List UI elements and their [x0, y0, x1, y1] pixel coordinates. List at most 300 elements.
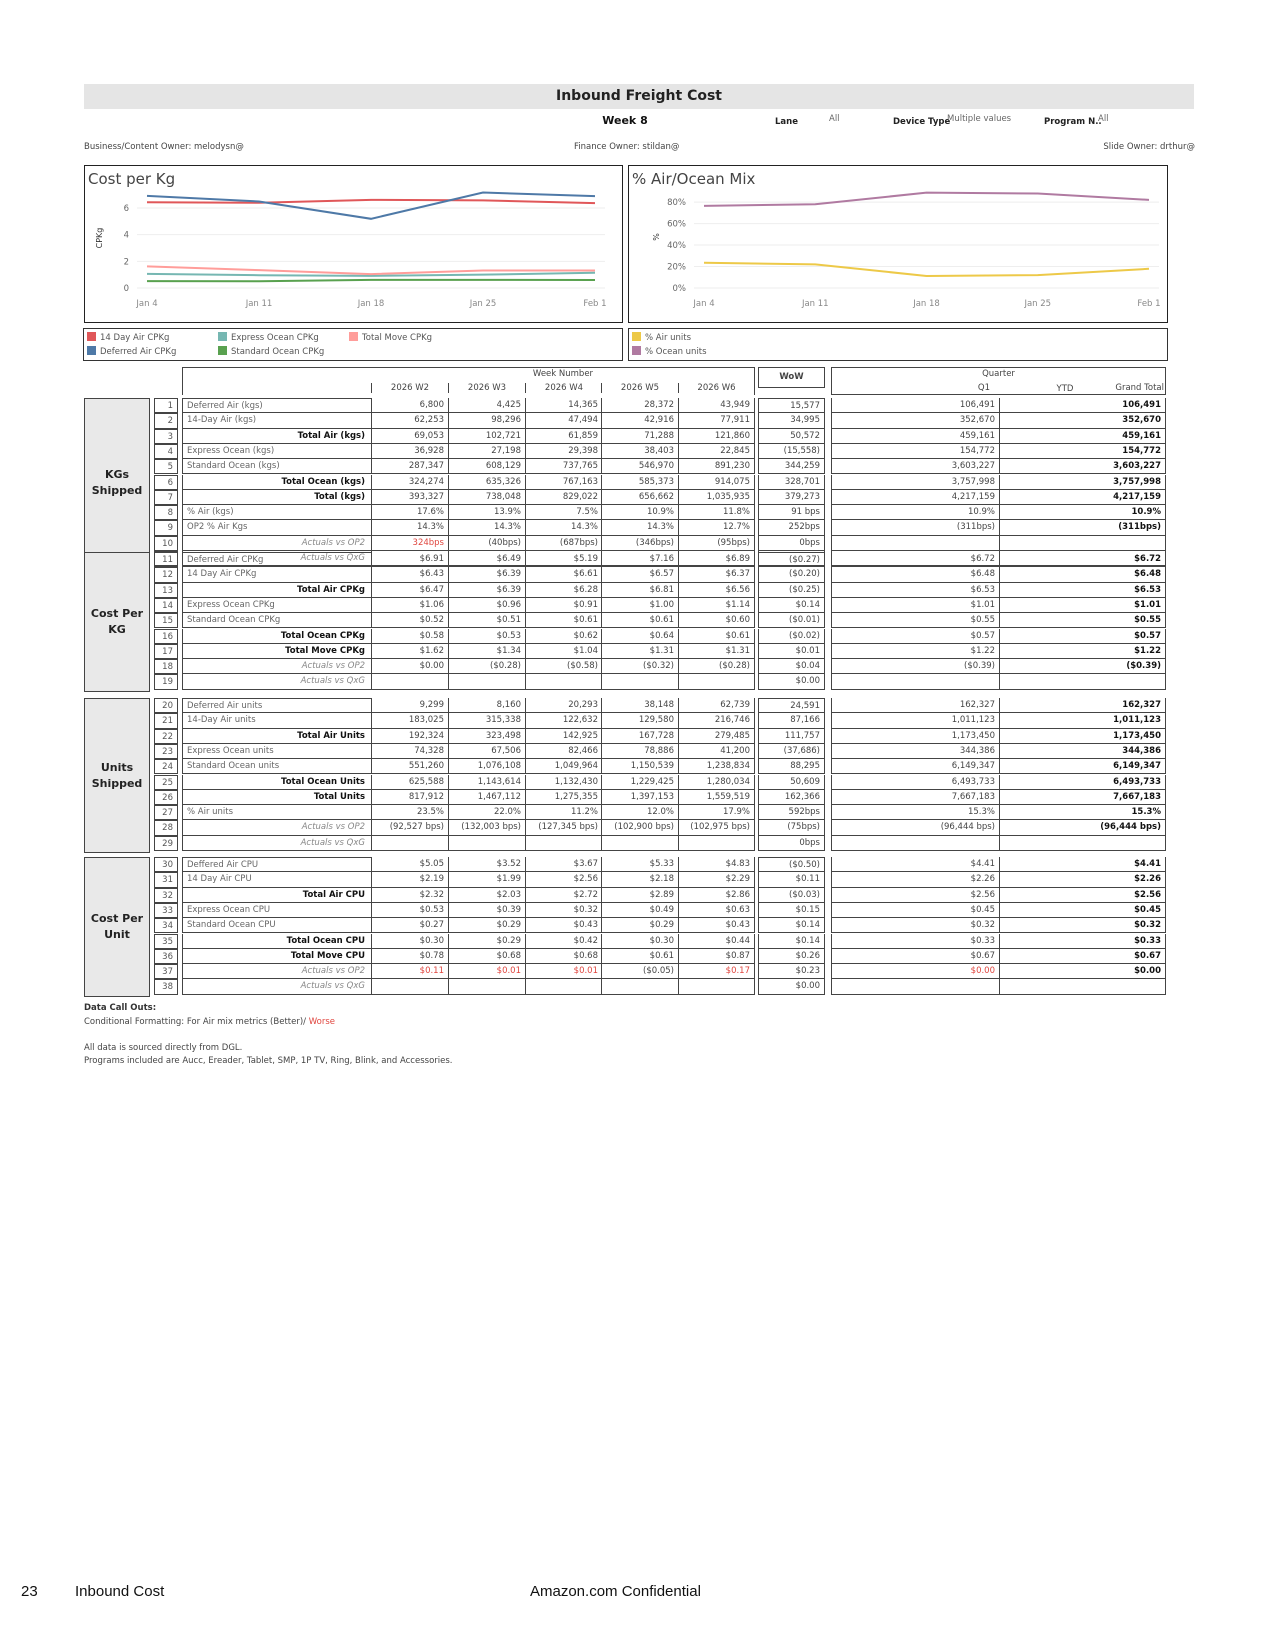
q1-value-cell: $0.67 — [831, 949, 999, 964]
week-value-cell: 817,912 — [371, 790, 448, 805]
row-number: 21 — [154, 713, 178, 728]
wow-value-cell: $0.01 — [758, 644, 825, 659]
week-value-cell: $0.17 — [678, 964, 755, 979]
y-tick-label: 20% — [667, 262, 686, 273]
week-value-cell: $0.68 — [448, 949, 525, 964]
grand-total-value-cell: 3,603,227 — [999, 459, 1166, 474]
row-number: 4 — [154, 444, 178, 459]
week-value-cell: $2.18 — [601, 872, 678, 887]
wow-value-cell: ($0.02) — [758, 629, 825, 644]
grand-total-value-cell: 162,327 — [999, 698, 1166, 713]
x-tick-label: Jan 4 — [693, 299, 715, 309]
row-number: 1 — [154, 398, 178, 413]
week-value-cell — [448, 836, 525, 851]
week-value-cell: 4,425 — [448, 398, 525, 413]
wow-value-cell: 379,273 — [758, 490, 825, 505]
week-value-cell: 6,800 — [371, 398, 448, 413]
row-label: Actuals vs OP2 — [182, 820, 371, 835]
row-label: Express Ocean CPKg — [182, 598, 371, 613]
y-tick-label: 60% — [667, 219, 686, 230]
week-value-cell — [371, 979, 448, 994]
week-value-cell: 78,886 — [601, 744, 678, 759]
row-label: 14-Day Air units — [182, 713, 371, 728]
week-value-cell: $0.53 — [371, 903, 448, 918]
q1-value-cell: 459,161 — [831, 429, 999, 444]
week-value-cell: (92,527 bps) — [371, 820, 448, 835]
week-value-cell: $4.83 — [678, 857, 755, 872]
row-number: 33 — [154, 903, 178, 918]
filter-device-type-value[interactable]: Multiple values — [947, 114, 1012, 124]
week-value-cell: 12.7% — [678, 520, 755, 535]
week-value-cell — [371, 674, 448, 689]
wow-value-cell: $0.23 — [758, 964, 825, 979]
week-number-header: Week Number — [532, 369, 594, 379]
grand-total-value-cell: $0.45 — [999, 903, 1166, 918]
grand-total-value-cell: 7,667,183 — [999, 790, 1166, 805]
legend-label: % Air units — [645, 333, 692, 343]
week-value-cell: 28,372 — [601, 398, 678, 413]
week-value-cell: 12.0% — [601, 805, 678, 820]
row-label: Total Air CPKg — [182, 583, 371, 598]
week-value-cell: $0.01 — [525, 964, 602, 979]
week-value-cell: 20,293 — [525, 698, 602, 713]
grand-total-value-cell: $0.33 — [999, 934, 1166, 949]
row-number: 20 — [154, 698, 178, 713]
row-number: 13 — [154, 583, 178, 598]
wow-value-cell: 88,295 — [758, 759, 825, 774]
legend-item[interactable] — [218, 332, 319, 343]
y-axis-label: % — [652, 233, 661, 241]
filter-program-value[interactable]: All — [1098, 114, 1109, 124]
row-number: 2 — [154, 413, 178, 428]
legend-item[interactable] — [632, 332, 691, 343]
week-value-cell: 635,326 — [448, 475, 525, 490]
legend-item[interactable] — [349, 332, 432, 343]
wow-value-cell: (37,686) — [758, 744, 825, 759]
grand-total-value-cell: $0.55 — [999, 613, 1166, 628]
row-number: 23 — [154, 744, 178, 759]
q1-value-cell: $1.22 — [831, 644, 999, 659]
row-label: Total Air (kgs) — [182, 429, 371, 444]
week-value-cell: (132,003 bps) — [448, 820, 525, 835]
week-value-cell: 22,845 — [678, 444, 755, 459]
week-value-cell: 42,916 — [601, 413, 678, 428]
row-number: 28 — [154, 820, 178, 835]
week-value-cell: 82,466 — [525, 744, 602, 759]
row-number: 8 — [154, 505, 178, 520]
week-value-cell: 585,373 — [601, 475, 678, 490]
row-number: 6 — [154, 475, 178, 490]
week-value-cell: ($0.58) — [525, 659, 602, 674]
grand-total-value-cell: $0.57 — [999, 629, 1166, 644]
week-value-cell — [448, 979, 525, 994]
row-label: Actuals vs QxG — [182, 979, 371, 994]
legend-item[interactable] — [87, 332, 169, 343]
wow-header: WoW — [779, 372, 804, 382]
grand-total-value-cell: $0.32 — [999, 918, 1166, 933]
week-value-cell: 142,925 — [525, 729, 602, 744]
row-group-label: KGs Shipped — [84, 398, 150, 568]
wow-value-cell: 0bps — [758, 536, 825, 551]
week-value-cell: 914,075 — [678, 475, 755, 490]
worse-label: Worse — [308, 1017, 335, 1027]
row-number: 7 — [154, 490, 178, 505]
week-value-cell: 38,148 — [601, 698, 678, 713]
q1-value-cell: $0.45 — [831, 903, 999, 918]
week-value-cell: $0.27 — [371, 918, 448, 933]
week-value-cell: 891,230 — [678, 459, 755, 474]
series-line — [147, 280, 595, 281]
week-value-cell: $0.29 — [448, 934, 525, 949]
x-tick-label: Jan 25 — [1024, 299, 1052, 309]
row-number: 31 — [154, 872, 178, 887]
q1-value-cell: (311bps) — [831, 520, 999, 535]
week-value-cell: ($0.05) — [601, 964, 678, 979]
week-value-cell: $0.43 — [678, 918, 755, 933]
legend-label: % Ocean units — [645, 347, 707, 357]
grand-total-value-cell: (311bps) — [999, 520, 1166, 535]
grand-total-header: Grand Total — [1115, 383, 1164, 393]
wow-value-cell: ($0.03) — [758, 888, 825, 903]
week-value-cell: 551,260 — [371, 759, 448, 774]
week-value-cell: 656,662 — [601, 490, 678, 505]
week-value-cell: $0.58 — [371, 629, 448, 644]
row-number: 3 — [154, 429, 178, 444]
row-number: 37 — [154, 964, 178, 979]
series-line — [704, 263, 1149, 276]
week-value-cell — [678, 979, 755, 994]
week-value-cell: $5.19 — [525, 552, 602, 567]
row-label: Express Ocean units — [182, 744, 371, 759]
wow-value-cell: 24,591 — [758, 698, 825, 713]
q1-value-cell: 3,603,227 — [831, 459, 999, 474]
row-label: Standard Ocean CPKg — [182, 613, 371, 628]
week-value-cell: 324bps — [371, 536, 448, 551]
business-owner: Business/Content Owner: melodysn@ — [84, 142, 244, 152]
week-value-cell: 129,580 — [601, 713, 678, 728]
q1-header: Q1 — [977, 383, 990, 393]
week-value-cell: 121,860 — [678, 429, 755, 444]
week-value-cell: 9,299 — [371, 698, 448, 713]
week-value-cell: $0.64 — [601, 629, 678, 644]
week-value-cell: $0.30 — [601, 934, 678, 949]
week-value-cell: 323,498 — [448, 729, 525, 744]
wow-value-cell: $0.15 — [758, 903, 825, 918]
week-value-cell: $6.49 — [448, 552, 525, 567]
q1-value-cell: $6.53 — [831, 583, 999, 598]
row-label: Actuals vs OP2 — [182, 659, 371, 674]
week-value-cell: 608,129 — [448, 459, 525, 474]
week-value-cell: 1,035,935 — [678, 490, 755, 505]
week-value-cell: $2.89 — [601, 888, 678, 903]
legend-swatch — [87, 346, 96, 355]
legend-item[interactable] — [632, 346, 707, 357]
x-tick-label: Jan 18 — [913, 299, 940, 309]
week-value-cell: (40bps) — [448, 536, 525, 551]
row-number: 17 — [154, 644, 178, 659]
grand-total-value-cell: 6,149,347 — [999, 759, 1166, 774]
week-value-cell: $0.53 — [448, 629, 525, 644]
grand-total-value-cell: ($0.39) — [999, 659, 1166, 674]
week-value-cell: $0.78 — [371, 949, 448, 964]
grand-total-value-cell: $1.22 — [999, 644, 1166, 659]
week-value-cell: $2.19 — [371, 872, 448, 887]
week-value-cell: $0.49 — [601, 903, 678, 918]
week-value-cell: $6.81 — [601, 583, 678, 598]
week-value-cell: 77,911 — [678, 413, 755, 428]
grand-total-value-cell: 1,011,123 — [999, 713, 1166, 728]
week-value-cell: $1.04 — [525, 644, 602, 659]
row-group-label: Cost Per KG — [84, 552, 150, 692]
row-number: 22 — [154, 729, 178, 744]
week-value-cell: 61,859 — [525, 429, 602, 444]
q1-value-cell: 162,327 — [831, 698, 999, 713]
wow-value-cell: 328,701 — [758, 475, 825, 490]
week-value-cell: 1,559,519 — [678, 790, 755, 805]
row-number: 25 — [154, 775, 178, 790]
week-value-cell: 625,588 — [371, 775, 448, 790]
week-value-cell: $1.62 — [371, 644, 448, 659]
week-value-cell: 216,746 — [678, 713, 755, 728]
row-number: 36 — [154, 949, 178, 964]
week-value-cell: 13.9% — [448, 505, 525, 520]
q1-value-cell — [831, 536, 999, 551]
week-value-cell: $2.86 — [678, 888, 755, 903]
row-label: Total Ocean CPKg — [182, 629, 371, 644]
row-label: % Air units — [182, 805, 371, 820]
data-source-note: All data is sourced directly from DGL. — [84, 1043, 243, 1053]
filter-lane-value[interactable]: All — [829, 114, 840, 124]
row-label: Total Air Units — [182, 729, 371, 744]
q1-value-cell: $6.48 — [831, 567, 999, 582]
week-value-cell: $0.39 — [448, 903, 525, 918]
q1-value-cell: 15.3% — [831, 805, 999, 820]
week-value-cell: 11.2% — [525, 805, 602, 820]
week-value-cell: 1,238,834 — [678, 759, 755, 774]
week-column-header: 2026 W4 — [525, 383, 602, 393]
ytd-header: YTD — [1056, 384, 1074, 394]
row-label: Total (kgs) — [182, 490, 371, 505]
row-number: 10 — [154, 536, 178, 551]
grand-total-value-cell — [999, 536, 1166, 551]
row-label: Deferred Air (kgs) — [182, 398, 371, 413]
week-value-cell: $6.39 — [448, 567, 525, 582]
q1-value-cell: 7,667,183 — [831, 790, 999, 805]
legend-swatch — [87, 332, 96, 341]
week-value-cell: 393,327 — [371, 490, 448, 505]
week-value-cell: $0.43 — [525, 918, 602, 933]
slide-owner: Slide Owner: drthur@ — [1103, 142, 1195, 152]
air-ocean-mix-title: % Air/Ocean Mix — [632, 170, 756, 188]
q1-value-cell: 352,670 — [831, 413, 999, 428]
week-value-cell: $0.61 — [678, 629, 755, 644]
week-value-cell: (95bps) — [678, 536, 755, 551]
week-value-cell: 192,324 — [371, 729, 448, 744]
grand-total-value-cell: 3,757,998 — [999, 475, 1166, 490]
confidential-label: Amazon.com Confidential — [530, 1583, 701, 1600]
y-tick-label: 80% — [667, 198, 686, 209]
filter-device-type-label: Device Type — [893, 117, 951, 127]
wow-value-cell: 87,166 — [758, 713, 825, 728]
week-column-header: 2026 W3 — [448, 383, 525, 393]
week-value-cell: 1,049,964 — [525, 759, 602, 774]
filter-program-label: Program N.. — [1044, 117, 1102, 127]
wow-value-cell: ($0.20) — [758, 567, 825, 582]
row-label: 14-Day Air (kgs) — [182, 413, 371, 428]
week-value-cell: 62,253 — [371, 413, 448, 428]
q1-value-cell: (96,444 bps) — [831, 820, 999, 835]
report-title: Inbound Freight Cost — [84, 84, 1194, 109]
legend-label: Total Move CPKg — [362, 333, 433, 343]
air-ocean-mix-chart — [628, 165, 1168, 323]
grand-total-value-cell: 1,173,450 — [999, 729, 1166, 744]
week-value-cell: (346bps) — [601, 536, 678, 551]
legend-swatch — [349, 332, 358, 341]
week-value-cell: 14.3% — [448, 520, 525, 535]
week-value-cell: 43,949 — [678, 398, 755, 413]
row-label: Total Move CPKg — [182, 644, 371, 659]
wow-value-cell: $0.26 — [758, 949, 825, 964]
grand-total-value-cell — [999, 674, 1166, 689]
wow-value-cell: ($0.01) — [758, 613, 825, 628]
row-label: % Air (kgs) — [182, 505, 371, 520]
grand-total-value-cell: $6.72 — [999, 552, 1166, 567]
week-value-cell: 829,022 — [525, 490, 602, 505]
grand-total-value-cell: 154,772 — [999, 444, 1166, 459]
conditional-formatting-text: Conditional Formatting: For Air mix metrics (Better)/ — [84, 1017, 309, 1027]
grand-total-value-cell: 459,161 — [999, 429, 1166, 444]
week-value-cell: $5.33 — [601, 857, 678, 872]
row-number: 29 — [154, 836, 178, 851]
conditional-formatting-note — [84, 1017, 335, 1027]
x-tick-label: Jan 18 — [357, 299, 385, 309]
q1-value-cell: 10.9% — [831, 505, 999, 520]
week-value-cell: $6.89 — [678, 552, 755, 567]
q1-value-cell: $6.72 — [831, 552, 999, 567]
week-value-cell: $0.29 — [448, 918, 525, 933]
q1-value-cell: $0.55 — [831, 613, 999, 628]
row-label: 14 Day Air CPKg — [182, 567, 371, 582]
row-label: Deferred Air units — [182, 698, 371, 713]
week-value-cell: 27,198 — [448, 444, 525, 459]
row-label: Actuals vs OP2 — [182, 964, 371, 979]
week-value-cell: 74,328 — [371, 744, 448, 759]
q1-value-cell: $2.56 — [831, 888, 999, 903]
week-value-cell: 67,506 — [448, 744, 525, 759]
row-number: 15 — [154, 613, 178, 628]
grand-total-value-cell: 352,670 — [999, 413, 1166, 428]
row-label: Express Ocean (kgs) — [182, 444, 371, 459]
week-value-cell — [371, 836, 448, 851]
row-number: 24 — [154, 759, 178, 774]
grand-total-value-cell: 10.9% — [999, 505, 1166, 520]
week-value-cell: $3.67 — [525, 857, 602, 872]
wow-value-cell: $0.14 — [758, 934, 825, 949]
row-label: Total Ocean (kgs) — [182, 475, 371, 490]
week-value-cell: $0.60 — [678, 613, 755, 628]
grand-total-value-cell: (96,444 bps) — [999, 820, 1166, 835]
q1-value-cell: 106,491 — [831, 398, 999, 413]
y-tick-label: 4 — [123, 230, 129, 241]
wow-value-cell: (75bps) — [758, 820, 825, 835]
week-value-cell: 11.8% — [678, 505, 755, 520]
row-number: 11 — [154, 552, 178, 567]
week-value-cell: (127,345 bps) — [525, 820, 602, 835]
week-value-cell: $2.03 — [448, 888, 525, 903]
y-tick-label: 0 — [123, 284, 129, 294]
q1-value-cell — [831, 836, 999, 851]
week-value-cell: 1,132,430 — [525, 775, 602, 790]
week-value-cell: 738,048 — [448, 490, 525, 505]
q1-value-cell — [831, 979, 999, 994]
week-value-cell — [601, 836, 678, 851]
week-value-cell: 14.3% — [525, 520, 602, 535]
week-value-cell: ($0.32) — [601, 659, 678, 674]
grand-total-value-cell: 15.3% — [999, 805, 1166, 820]
legend-swatch — [218, 346, 227, 355]
week-value-cell: $6.28 — [525, 583, 602, 598]
air-ocean-mix-plot — [629, 166, 1167, 322]
week-value-cell: $0.32 — [525, 903, 602, 918]
week-value-cell — [525, 674, 602, 689]
week-value-cell: 324,274 — [371, 475, 448, 490]
row-number: 32 — [154, 888, 178, 903]
week-value-cell: $1.00 — [601, 598, 678, 613]
q1-value-cell: 6,493,733 — [831, 775, 999, 790]
week-value-cell: 7.5% — [525, 505, 602, 520]
week-value-cell: 98,296 — [448, 413, 525, 428]
y-tick-label: 2 — [123, 257, 129, 268]
q1-value-cell: 4,217,159 — [831, 490, 999, 505]
finance-owner: Finance Owner: stildan@ — [574, 142, 680, 152]
week-value-cell — [525, 836, 602, 851]
week-value-cell: $1.34 — [448, 644, 525, 659]
week-value-cell: $0.00 — [371, 659, 448, 674]
filter-lane-label: Lane — [775, 117, 798, 127]
week-value-cell: $1.06 — [371, 598, 448, 613]
y-tick-label: 0% — [672, 284, 686, 294]
row-label: Total Ocean CPU — [182, 934, 371, 949]
wow-value-cell: $0.11 — [758, 872, 825, 887]
week-value-cell: 41,200 — [678, 744, 755, 759]
grand-total-value-cell: $2.56 — [999, 888, 1166, 903]
week-value-cell: $0.87 — [678, 949, 755, 964]
week-value-cell: ($0.28) — [678, 659, 755, 674]
row-label: Actuals vs OP2 — [182, 536, 371, 551]
legend-item[interactable] — [87, 346, 176, 357]
x-tick-label: Jan 25 — [469, 299, 497, 309]
cost-per-kg-chart — [84, 165, 623, 323]
row-number: 14 — [154, 598, 178, 613]
week-value-cell: $2.32 — [371, 888, 448, 903]
week-value-cell: 14.3% — [601, 520, 678, 535]
row-number: 34 — [154, 918, 178, 933]
week-value-cell: 102,721 — [448, 429, 525, 444]
row-number: 35 — [154, 934, 178, 949]
week-value-cell: 1,280,034 — [678, 775, 755, 790]
legend-item[interactable] — [218, 346, 324, 357]
week-value-cell: $1.31 — [601, 644, 678, 659]
q1-value-cell: 1,011,123 — [831, 713, 999, 728]
q1-value-cell: 154,772 — [831, 444, 999, 459]
week-value-cell: 1,143,614 — [448, 775, 525, 790]
footer-section: Inbound Cost — [75, 1583, 165, 1600]
q1-value-cell: $4.41 — [831, 857, 999, 872]
row-label: Actuals vs QxG — [182, 836, 371, 851]
grand-total-value-cell: $2.26 — [999, 872, 1166, 887]
week-value-cell: 14,365 — [525, 398, 602, 413]
row-number: 19 — [154, 674, 178, 689]
